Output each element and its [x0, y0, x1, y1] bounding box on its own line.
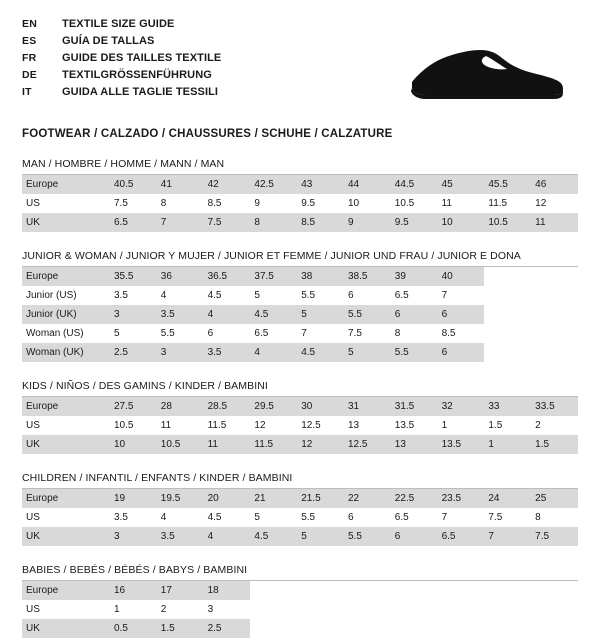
size-cell: 7.5: [531, 527, 578, 546]
size-cell: 5.5: [160, 328, 175, 339]
size-cell: 11: [441, 198, 452, 209]
size-cell: [438, 619, 485, 638]
size-cell: 3.5: [204, 343, 251, 362]
language-code: IT: [22, 86, 32, 98]
size-cell: 7.5: [204, 213, 251, 232]
size-cell: 6: [391, 527, 438, 546]
size-cell: 11.5: [488, 198, 508, 209]
size-cell: 10.5: [484, 213, 531, 232]
size-cell: 5.5: [344, 305, 391, 324]
size-cell: [438, 600, 485, 619]
size-cell: 10.5: [157, 435, 204, 454]
size-cell: 9: [344, 213, 391, 232]
size-cell: 6: [438, 305, 485, 324]
size-cell: 13: [391, 435, 438, 454]
size-cell: 42: [204, 175, 251, 194]
size-cell: 36.5: [204, 267, 251, 286]
size-cell: 10: [347, 198, 360, 209]
size-cell: 12: [297, 435, 344, 454]
table-row: [22, 489, 578, 508]
size-cell: 33: [484, 397, 531, 416]
size-cell: 5: [114, 328, 120, 339]
size-cell: 44: [344, 175, 391, 194]
language-code: DE: [22, 69, 37, 81]
row-label: US: [26, 420, 40, 431]
size-cell: 6: [207, 328, 214, 339]
size-cell: [531, 267, 578, 286]
size-cell: [391, 581, 438, 600]
size-cell: 1.5: [531, 435, 578, 454]
size-cell: 3: [207, 604, 214, 615]
table-row: [22, 286, 578, 305]
size-cell: 4.5: [250, 305, 297, 324]
size-cell: 3: [110, 305, 157, 324]
size-cell: 11: [160, 420, 172, 431]
size-cell: 6: [347, 512, 354, 523]
size-cell: 5: [344, 343, 391, 362]
table-row: [22, 435, 578, 454]
size-cell: 5.5: [391, 343, 438, 362]
size-cell: 7: [301, 328, 307, 339]
size-cell: 6.5: [394, 512, 409, 523]
size-cell: 46: [531, 175, 578, 194]
size-cell: 31.5: [391, 397, 438, 416]
size-cell: 5: [297, 527, 344, 546]
size-cell: 4: [204, 305, 251, 324]
size-cell: [484, 619, 531, 638]
language-code: EN: [22, 18, 37, 30]
size-cell: 40: [438, 267, 485, 286]
size-cell: 36: [157, 267, 204, 286]
size-cell: [250, 581, 297, 600]
size-cell: 40.5: [110, 175, 157, 194]
size-cell: [484, 267, 531, 286]
size-cell: 8: [160, 198, 167, 209]
size-cell: 1.5: [157, 619, 204, 638]
size-cell: 6.5: [438, 527, 485, 546]
size-table: [22, 581, 578, 638]
size-block-title: KIDS / NIÑOS / DES GAMINS / KINDER / BAMBINI: [22, 380, 578, 397]
size-cell: 6: [438, 343, 485, 362]
document-header: [22, 16, 578, 112]
size-cell: [250, 619, 297, 638]
language-code: FR: [22, 52, 37, 64]
size-cell: 7: [157, 213, 204, 232]
size-cell: 30: [297, 397, 344, 416]
language-title: GUIDA ALLE TAGLIE TESSILI: [62, 86, 219, 98]
size-cell: 22.5: [391, 489, 438, 508]
row-label: UK: [22, 527, 110, 546]
size-cell: 32: [438, 397, 485, 416]
row-label: UK: [22, 619, 110, 638]
size-cell: 13.5: [394, 420, 415, 431]
size-cell: [531, 600, 578, 619]
size-cell: 20: [204, 489, 251, 508]
size-table: [22, 397, 578, 454]
size-cell: [391, 600, 438, 619]
size-cell: 23.5: [438, 489, 485, 508]
size-cell: [250, 600, 297, 619]
size-cell: 43: [297, 175, 344, 194]
size-cell: 29.5: [250, 397, 297, 416]
dress-shoe-icon: [368, 36, 568, 108]
language-row: [22, 67, 221, 84]
size-cell: 9.5: [391, 213, 438, 232]
size-cell: 5.5: [301, 290, 316, 301]
size-cell: [531, 343, 578, 362]
size-block: [22, 564, 578, 638]
size-cell: 9.5: [301, 198, 316, 209]
row-label: Woman (UK): [22, 343, 110, 362]
size-block-title: JUNIOR & WOMAN / JUNIOR Y MUJER / JUNIOR ET FEMME / JUNIOR UND FRAU / JUNIOR E DONA: [22, 250, 578, 267]
size-block-title: BABIES / BEBÉS / BÉBÉS / BABYS / BAMBINI: [22, 564, 578, 581]
size-cell: 3: [110, 527, 157, 546]
size-cell: [484, 305, 531, 324]
size-cell: 22: [344, 489, 391, 508]
size-cell: 0.5: [110, 619, 157, 638]
size-cell: 16: [110, 581, 157, 600]
row-label: Woman (US): [26, 328, 84, 339]
size-cell: 3.5: [157, 305, 204, 324]
size-cell: 3.5: [114, 512, 128, 523]
size-cell: 7: [441, 512, 448, 523]
size-cell: 8.5: [297, 213, 344, 232]
size-cell: 41: [157, 175, 204, 194]
size-cell: 8: [535, 512, 541, 523]
size-cell: 4: [204, 527, 251, 546]
language-title: GUÍA DE TALLAS: [62, 35, 155, 47]
size-cell: 8.5: [207, 198, 222, 209]
row-label: Europe: [22, 581, 110, 600]
size-table: [22, 489, 578, 546]
size-cell: [297, 600, 344, 619]
size-cell: [484, 324, 531, 343]
size-cell: 11: [204, 435, 251, 454]
size-cell: 3.5: [114, 290, 128, 301]
size-cell: 12.5: [301, 420, 321, 431]
table-row: [22, 619, 578, 638]
size-cell: 17: [157, 581, 204, 600]
size-cell: 10: [438, 213, 485, 232]
language-title: TEXTILGRÖSSENFÜHRUNG: [62, 69, 212, 81]
size-cell: 5.5: [301, 512, 316, 523]
table-row: [22, 397, 578, 416]
row-label: US: [26, 198, 40, 209]
size-cell: 7.5: [488, 512, 503, 523]
size-cell: 1: [114, 604, 120, 615]
size-cell: [484, 581, 531, 600]
row-label: Europe: [22, 489, 110, 508]
size-cell: 10: [110, 435, 157, 454]
size-cell: 7: [441, 290, 448, 301]
row-label: US: [26, 604, 40, 615]
size-cell: 21.5: [297, 489, 344, 508]
language-row: [22, 84, 221, 101]
size-cell: [484, 600, 531, 619]
size-cell: 37.5: [250, 267, 297, 286]
language-row: [22, 16, 221, 33]
size-cell: 1: [484, 435, 531, 454]
size-table: [22, 175, 578, 232]
size-cell: 7.5: [114, 198, 128, 209]
size-cell: 11: [531, 213, 578, 232]
size-blocks: [22, 158, 578, 638]
size-cell: [484, 286, 531, 305]
size-cell: 38: [297, 267, 344, 286]
size-cell: 35.5: [110, 267, 157, 286]
size-cell: [297, 619, 344, 638]
size-block: [22, 158, 578, 232]
language-title: GUIDE DES TAILLES TEXTILE: [62, 52, 222, 64]
size-cell: 33.5: [531, 397, 578, 416]
size-cell: 6.5: [254, 328, 269, 339]
size-cell: 19.5: [157, 489, 204, 508]
size-cell: 10.5: [394, 198, 415, 209]
size-cell: 39: [391, 267, 438, 286]
size-cell: 6.5: [110, 213, 157, 232]
table-row: [22, 324, 578, 343]
size-table: [22, 267, 578, 362]
size-cell: 5: [254, 512, 260, 523]
size-cell: 12: [254, 420, 266, 431]
size-cell: [344, 600, 391, 619]
size-cell: 24: [484, 489, 531, 508]
table-row: [22, 416, 578, 435]
language-row: [22, 33, 221, 50]
size-cell: 28: [157, 397, 204, 416]
size-cell: 1: [441, 420, 448, 431]
size-cell: 2: [535, 420, 541, 431]
size-cell: 27.5: [110, 397, 157, 416]
size-cell: 1.5: [488, 420, 503, 431]
size-cell: 19: [110, 489, 157, 508]
size-cell: 4: [160, 290, 167, 301]
size-cell: 10.5: [114, 420, 134, 431]
table-row: [22, 175, 578, 194]
row-label: Europe: [22, 267, 110, 286]
size-cell: 12.5: [344, 435, 391, 454]
size-cell: [531, 286, 578, 305]
size-cell: 9: [254, 198, 260, 209]
size-cell: 6: [391, 305, 438, 324]
table-row: [22, 213, 578, 232]
table-row: [22, 267, 578, 286]
table-row: [22, 194, 578, 213]
size-cell: 45.5: [484, 175, 531, 194]
size-cell: 7: [484, 527, 531, 546]
language-titles: [22, 16, 221, 101]
size-block-title: MAN / HOMBRE / HOMME / MANN / MAN: [22, 158, 578, 175]
table-row: [22, 508, 578, 527]
row-label: UK: [22, 213, 110, 232]
size-cell: [438, 581, 485, 600]
size-cell: 18: [204, 581, 251, 600]
size-cell: 25: [531, 489, 578, 508]
row-label: Junior (US): [26, 290, 77, 301]
size-cell: 38.5: [344, 267, 391, 286]
size-block: [22, 472, 578, 546]
size-cell: 2.5: [204, 619, 251, 638]
size-cell: [391, 619, 438, 638]
size-cell: 12: [535, 198, 547, 209]
row-label: Junior (UK): [22, 305, 110, 324]
size-cell: 2: [160, 604, 167, 615]
language-title: TEXTILE SIZE GUIDE: [62, 18, 175, 30]
size-cell: 44.5: [391, 175, 438, 194]
size-cell: 42.5: [250, 175, 297, 194]
size-cell: 5: [254, 290, 260, 301]
size-cell: 6: [347, 290, 354, 301]
table-row: [22, 600, 578, 619]
size-cell: 11.5: [207, 420, 227, 431]
size-cell: 4.5: [207, 512, 222, 523]
size-cell: 8.5: [441, 328, 456, 339]
size-cell: 4.5: [207, 290, 222, 301]
size-cell: 13.5: [438, 435, 485, 454]
size-cell: 13: [347, 420, 360, 431]
category-title: FOOTWEAR / CALZADO / CHAUSSURES / SCHUHE / CALZATURE: [22, 128, 393, 140]
table-row: [22, 527, 578, 546]
size-cell: 8: [250, 213, 297, 232]
size-cell: 3: [157, 343, 204, 362]
size-cell: 6.5: [394, 290, 409, 301]
size-cell: [484, 343, 531, 362]
size-cell: 5: [297, 305, 344, 324]
size-cell: [531, 324, 578, 343]
size-cell: 4.5: [250, 527, 297, 546]
row-label: UK: [22, 435, 110, 454]
row-label: Europe: [22, 397, 110, 416]
size-cell: [344, 581, 391, 600]
size-cell: 4: [250, 343, 297, 362]
table-row: [22, 343, 578, 362]
table-row: [22, 581, 578, 600]
size-cell: 21: [250, 489, 297, 508]
size-cell: [344, 619, 391, 638]
size-cell: [531, 581, 578, 600]
size-cell: 2.5: [110, 343, 157, 362]
size-cell: [531, 305, 578, 324]
size-cell: 28.5: [204, 397, 251, 416]
size-cell: 8: [394, 328, 401, 339]
size-cell: 45: [438, 175, 485, 194]
size-block-title: CHILDREN / INFANTIL / ENFANTS / KINDER / BAMBINI: [22, 472, 578, 489]
size-cell: 31: [344, 397, 391, 416]
size-cell: 4.5: [297, 343, 344, 362]
size-cell: 3.5: [157, 527, 204, 546]
size-cell: 5.5: [344, 527, 391, 546]
size-cell: [531, 619, 578, 638]
size-cell: [297, 581, 344, 600]
size-block: [22, 380, 578, 454]
language-code: ES: [22, 35, 37, 47]
size-cell: 7.5: [347, 328, 362, 339]
language-row: [22, 50, 221, 67]
size-cell: 11.5: [250, 435, 297, 454]
table-row: [22, 305, 578, 324]
size-block: [22, 250, 578, 362]
size-cell: 4: [160, 512, 167, 523]
row-label: US: [26, 512, 40, 523]
row-label: Europe: [22, 175, 110, 194]
